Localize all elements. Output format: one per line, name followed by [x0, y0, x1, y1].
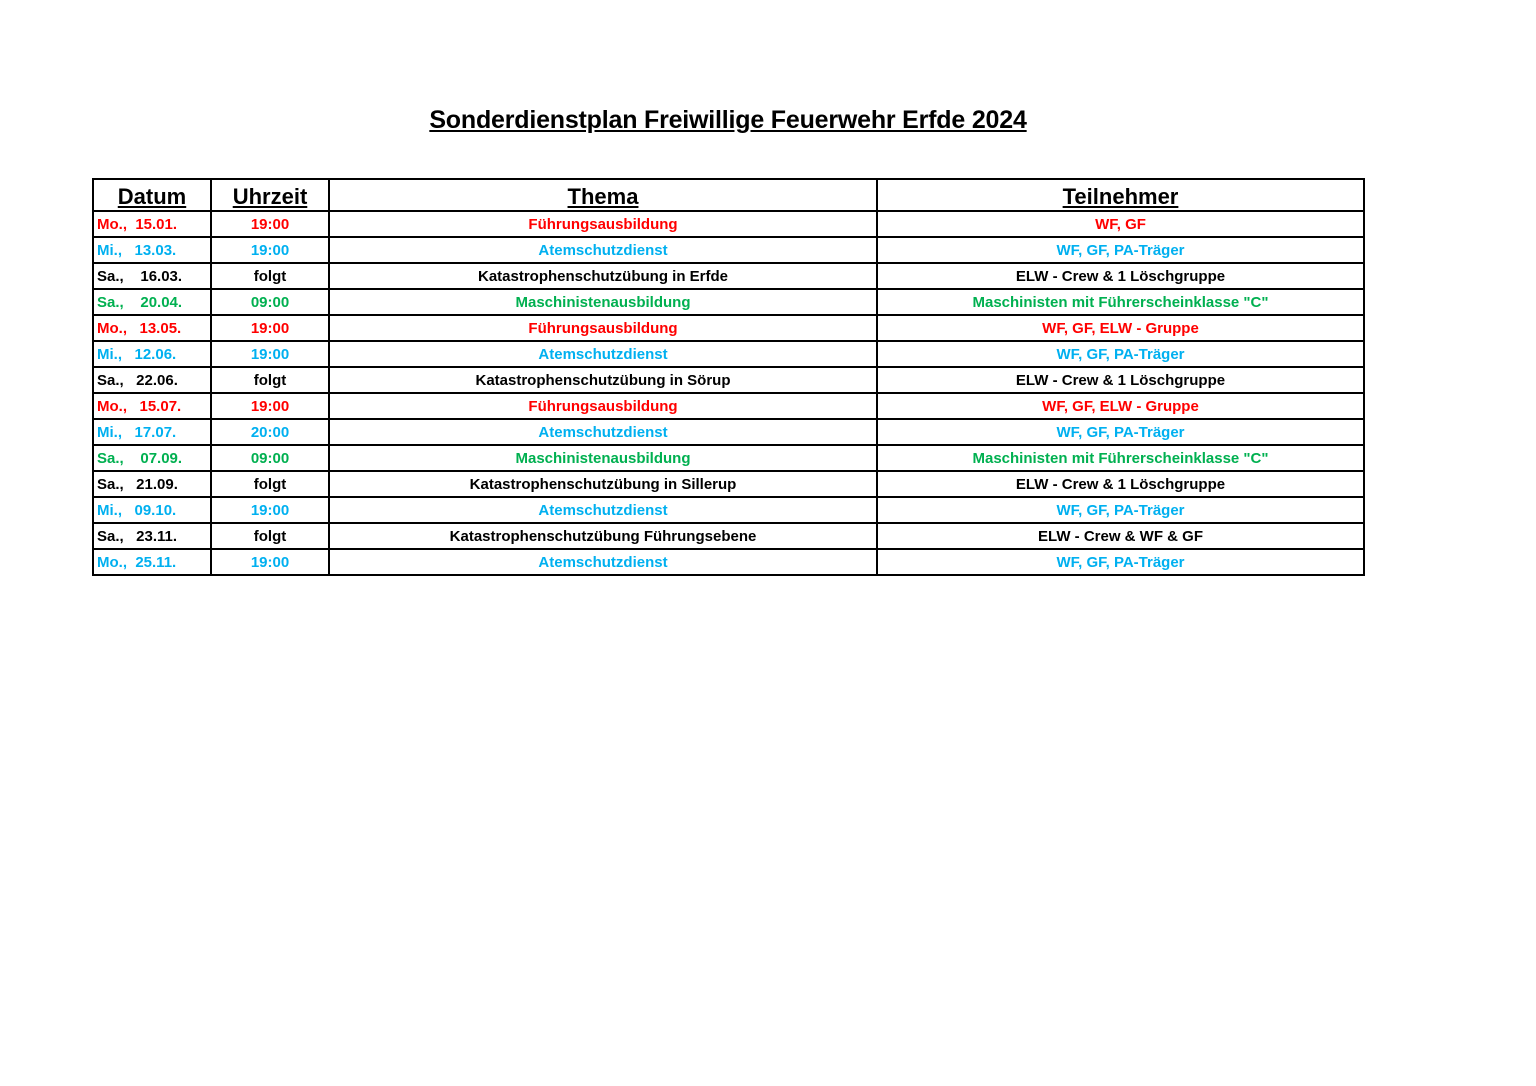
table-header-row: [93, 179, 1364, 211]
table-row: [93, 315, 1364, 341]
cell-date: Mo., 15.01.: [93, 211, 211, 237]
cell-participants: ELW - Crew & WF & GF: [877, 523, 1364, 549]
table-row: [93, 393, 1364, 419]
table-row: [93, 497, 1364, 523]
table-row: [93, 263, 1364, 289]
table-row: [93, 419, 1364, 445]
cell-participants: Maschinisten mit Führerscheinklasse "C": [877, 289, 1364, 315]
cell-topic: Katastrophenschutzübung in Sörup: [329, 367, 877, 393]
cell-participants: WF, GF: [877, 211, 1364, 237]
table-row: [93, 523, 1364, 549]
cell-date: Sa., 23.11.: [93, 523, 211, 549]
cell-participants: WF, GF, PA-Träger: [877, 341, 1364, 367]
cell-time: folgt: [211, 367, 329, 393]
cell-topic: Führungsausbildung: [329, 393, 877, 419]
table-row: [93, 471, 1364, 497]
cell-participants: WF, GF, PA-Träger: [877, 237, 1364, 263]
cell-time: 09:00: [211, 289, 329, 315]
page-title: Sonderdienstplan Freiwillige Feuerwehr Erfde 2024: [429, 106, 1027, 134]
cell-date: Sa., 07.09.: [93, 445, 211, 471]
cell-time: 19:00: [211, 393, 329, 419]
cell-topic: Führungsausbildung: [329, 211, 877, 237]
cell-time: folgt: [211, 263, 329, 289]
cell-time: folgt: [211, 471, 329, 497]
cell-date: Sa., 21.09.: [93, 471, 211, 497]
cell-topic: Atemschutzdienst: [329, 419, 877, 445]
cell-date: Sa., 20.04.: [93, 289, 211, 315]
cell-time: 19:00: [211, 211, 329, 237]
cell-participants: WF, GF, PA-Träger: [877, 497, 1364, 523]
duty-schedule-table: [92, 178, 1365, 576]
cell-topic: Maschinistenausbildung: [329, 445, 877, 471]
cell-topic: Katastrophenschutzübung in Sillerup: [329, 471, 877, 497]
cell-topic: Atemschutzdienst: [329, 497, 877, 523]
cell-time: 20:00: [211, 419, 329, 445]
cell-date: Mo., 13.05.: [93, 315, 211, 341]
cell-participants: ELW - Crew & 1 Löschgruppe: [877, 263, 1364, 289]
cell-participants: ELW - Crew & 1 Löschgruppe: [877, 367, 1364, 393]
cell-topic: Atemschutzdienst: [329, 549, 877, 575]
header-time: Uhrzeit: [211, 179, 329, 211]
cell-time: 19:00: [211, 315, 329, 341]
table-row: [93, 549, 1364, 575]
cell-participants: WF, GF, ELW - Gruppe: [877, 315, 1364, 341]
table-row: [93, 237, 1364, 263]
cell-time: 19:00: [211, 237, 329, 263]
table-row: [93, 289, 1364, 315]
cell-time: folgt: [211, 523, 329, 549]
header-date: Datum: [93, 179, 211, 211]
cell-date: Mi., 09.10.: [93, 497, 211, 523]
table-row: [93, 341, 1364, 367]
cell-date: Mi., 13.03.: [93, 237, 211, 263]
cell-topic: Führungsausbildung: [329, 315, 877, 341]
cell-time: 09:00: [211, 445, 329, 471]
cell-participants: WF, GF, PA-Träger: [877, 549, 1364, 575]
table-row: [93, 445, 1364, 471]
cell-topic: Atemschutzdienst: [329, 341, 877, 367]
cell-topic: Maschinistenausbildung: [329, 289, 877, 315]
cell-topic: Katastrophenschutzübung in Erfde: [329, 263, 877, 289]
cell-participants: WF, GF, ELW - Gruppe: [877, 393, 1364, 419]
cell-date: Mi., 17.07.: [93, 419, 211, 445]
header-topic: Thema: [329, 179, 877, 211]
cell-topic: Atemschutzdienst: [329, 237, 877, 263]
cell-date: Mo., 25.11.: [93, 549, 211, 575]
cell-time: 19:00: [211, 341, 329, 367]
cell-time: 19:00: [211, 497, 329, 523]
table-row: [93, 211, 1364, 237]
cell-date: Sa., 22.06.: [93, 367, 211, 393]
cell-date: Mi., 12.06.: [93, 341, 211, 367]
table-row: [93, 367, 1364, 393]
cell-date: Sa., 16.03.: [93, 263, 211, 289]
cell-participants: ELW - Crew & 1 Löschgruppe: [877, 471, 1364, 497]
cell-topic: Katastrophenschutzübung Führungsebene: [329, 523, 877, 549]
cell-participants: Maschinisten mit Führerscheinklasse "C": [877, 445, 1364, 471]
cell-time: 19:00: [211, 549, 329, 575]
cell-participants: WF, GF, PA-Träger: [877, 419, 1364, 445]
header-participants: Teilnehmer: [877, 179, 1364, 211]
cell-date: Mo., 15.07.: [93, 393, 211, 419]
